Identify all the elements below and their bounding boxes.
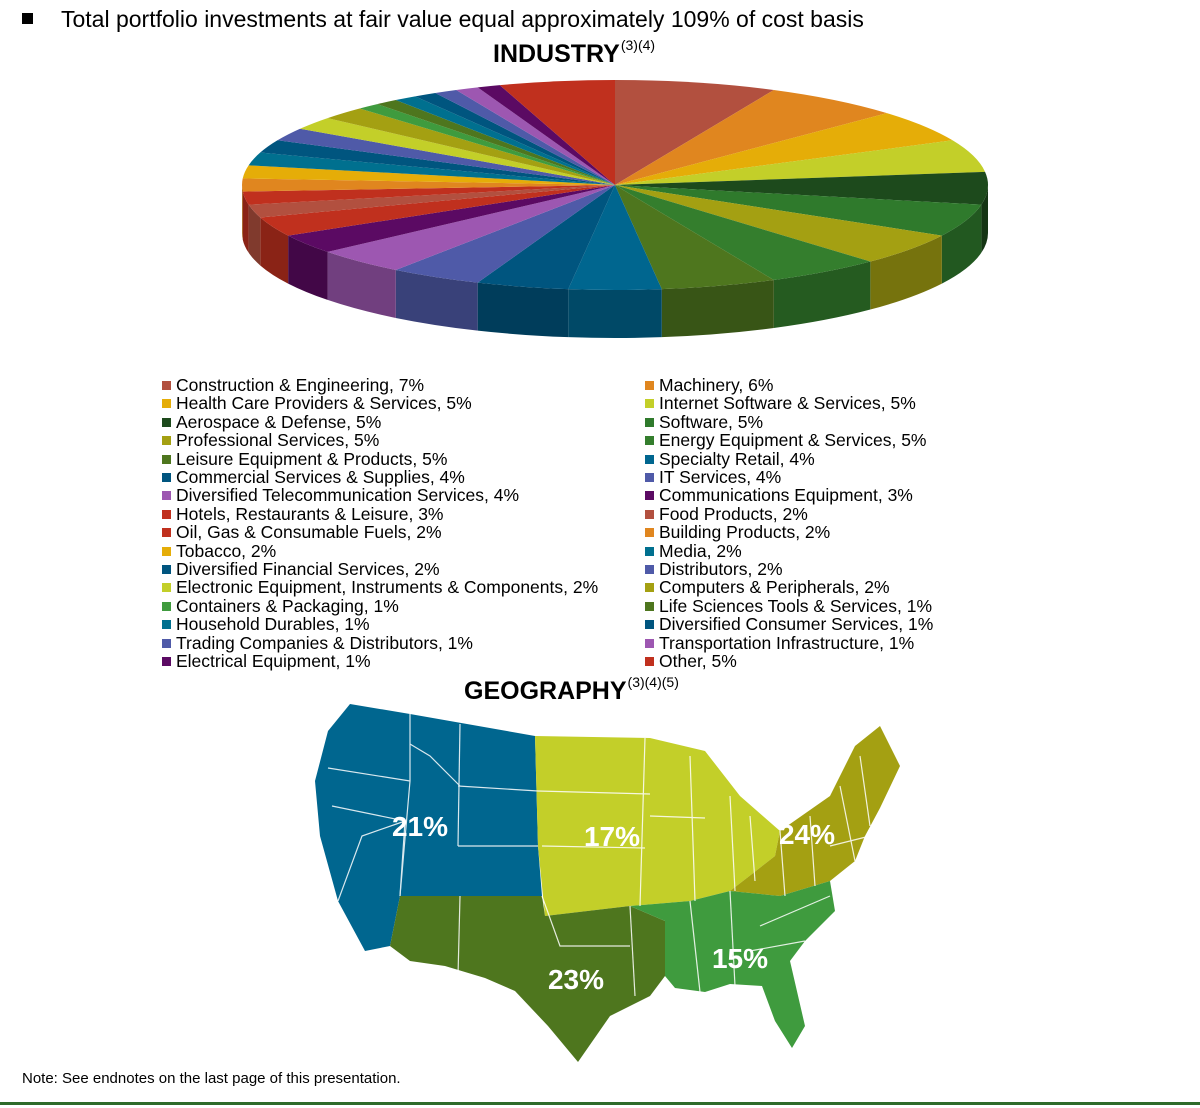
legend-swatch (645, 436, 654, 445)
legend-label: Tobacco, 2% (176, 540, 277, 561)
legend-swatch (645, 620, 654, 629)
legend-label: Internet Software & Services, 5% (659, 393, 916, 414)
legend-item-hotels (162, 505, 598, 523)
legend-swatch (162, 620, 171, 629)
legend-label: Household Durables, 1% (176, 614, 370, 635)
legend-swatch (162, 510, 171, 519)
legend-label: Media, 2% (659, 540, 742, 561)
map-label-southeast: 15% (711, 943, 769, 974)
pie-tops (242, 80, 988, 290)
pie-side-building-products (242, 185, 243, 240)
legend-swatch (645, 639, 654, 648)
industry-pie-chart (230, 60, 1010, 370)
legend-label: Construction & Engineering, 7% (176, 375, 425, 395)
geography-title-text: GEOGRAPHY (464, 677, 627, 705)
legend-swatch (645, 381, 654, 390)
legend-label: Transportation Infrastructure, 1% (659, 632, 915, 653)
legend-item-building-products (645, 523, 933, 541)
legend-label: Energy Equipment & Services, 5% (659, 430, 927, 451)
bottom-rule (0, 1102, 1200, 1105)
legend-item-household-durables (162, 615, 598, 633)
legend-swatch (162, 436, 171, 445)
legend-label: Building Products, 2% (659, 522, 831, 543)
legend-label: Diversified Financial Services, 2% (176, 559, 440, 580)
industry-title-text: INDUSTRY (493, 40, 620, 68)
legend-item-oil (162, 523, 598, 541)
legend-label: Oil, Gas & Consumable Fuels, 2% (176, 522, 442, 543)
legend-label: Machinery, 6% (659, 375, 774, 395)
legend-swatch (645, 565, 654, 574)
legend-label: Food Products, 2% (659, 503, 808, 524)
legend-right-column (645, 376, 933, 671)
legend-item-electronic-equipment (162, 578, 598, 596)
legend-item-life-sciences-tools-services (645, 597, 933, 615)
legend-swatch (162, 381, 171, 390)
map-label-southwest: 23% (547, 964, 605, 995)
map-label-midwest: 17% (583, 821, 641, 852)
legend-label: Aerospace & Defense, 5% (176, 411, 382, 432)
legend-label: Diversified Telecommunication Services, 4% (176, 485, 520, 506)
legend-label: IT Services, 4% (659, 467, 782, 488)
legend-swatch (645, 473, 654, 482)
legend-swatch (645, 510, 654, 519)
legend-swatch (645, 455, 654, 464)
legend-swatch (162, 491, 171, 500)
legend-item-media (645, 542, 933, 560)
us-geography-map (310, 696, 910, 1066)
legend-label: Commercial Services & Supplies, 4% (176, 467, 465, 488)
legend-item-tobacco (162, 542, 598, 560)
legend-swatch (162, 657, 171, 666)
legend-label: Hotels, Restaurants & Leisure, 3% (176, 503, 444, 524)
map-label-west: 21% (391, 811, 449, 842)
legend-item-containers-packaging (162, 597, 598, 615)
legend-item-health-care-providers-services (162, 394, 598, 412)
legend-label: Health Care Providers & Services, 5% (176, 393, 472, 414)
legend-item-food-products (645, 505, 933, 523)
legend-item-diversified-financial-services (162, 560, 598, 578)
legend-label: Computers & Peripherals, 2% (659, 577, 890, 598)
pie-side-commercial-services-supplies (478, 283, 569, 338)
legend-item-it-services (645, 468, 933, 486)
bullet-line (22, 6, 864, 33)
legend-item-aerospace-defense (162, 413, 598, 431)
legend-label: Electrical Equipment, 1% (176, 651, 371, 672)
legend-label: Professional Services, 5% (176, 430, 380, 451)
legend-label: Communications Equipment, 3% (659, 485, 913, 506)
pie-side-specialty-retail (568, 289, 661, 338)
legend-label: Trading Companies & Distributors, 1% (176, 632, 473, 653)
bullet-text: Total portfolio investments at fair value equal approximately 109% of cost basis (61, 6, 864, 32)
legend-label: Leisure Equipment & Products, 5% (176, 448, 448, 469)
legend-swatch (162, 565, 171, 574)
legend-swatch (645, 547, 654, 556)
legend-item-commercial-services-supplies (162, 468, 598, 486)
bullet-square-icon (22, 13, 33, 24)
region-southwest (390, 896, 665, 1062)
legend-swatch (645, 602, 654, 611)
legend-label: Distributors, 2% (659, 559, 783, 580)
legend-swatch (162, 583, 171, 592)
legend-swatch (162, 399, 171, 408)
legend-swatch (162, 639, 171, 648)
pie-side-leisure-equipment-products (662, 280, 774, 337)
legend-label: Other, 5% (659, 651, 737, 672)
legend-swatch (645, 418, 654, 427)
legend-label: Software, 5% (659, 411, 764, 432)
legend-swatch (645, 528, 654, 537)
legend-label: Electronic Equipment, Instruments & Components, 2% (176, 577, 599, 598)
map-label-northeast: 24% (778, 819, 836, 850)
legend-swatch (162, 528, 171, 537)
legend-item-leisure-equipment-products (162, 450, 598, 468)
legend-label: Specialty Retail, 4% (659, 448, 815, 469)
legend-item-specialty-retail (645, 450, 933, 468)
legend-item-diversified-consumer-services (645, 615, 933, 633)
endnote: Note: See endnotes on the last page of this presentation. (22, 1070, 401, 1087)
legend-swatch (162, 418, 171, 427)
legend-swatch (645, 491, 654, 500)
legend-item-machinery (645, 376, 933, 394)
legend-item-professional-services (162, 431, 598, 449)
legend-item-software (645, 413, 933, 431)
legend-item-communications-equipment (645, 486, 933, 504)
legend-item-computers-peripherals (645, 578, 933, 596)
legend-label: Containers & Packaging, 1% (176, 595, 399, 616)
legend-swatch (645, 657, 654, 666)
legend-swatch (645, 399, 654, 408)
legend-item-electrical-equipment (162, 652, 598, 670)
industry-footnote-refs: (3)(4) (620, 37, 656, 53)
legend-swatch (162, 473, 171, 482)
legend-item-transportation-infrastructure (645, 634, 933, 652)
geography-footnote-refs: (3)(4)(5) (627, 674, 679, 690)
legend-item-diversified-telecommunication-services (162, 486, 598, 504)
legend-item-energy-equipment-services (645, 431, 933, 449)
legend-item-other (645, 652, 933, 670)
legend-item-distributors (645, 560, 933, 578)
legend-left-column (162, 376, 598, 671)
legend-swatch (162, 547, 171, 556)
legend-item-trading-companies-distributors (162, 634, 598, 652)
legend-item-internet-software-services (645, 394, 933, 412)
legend-swatch (162, 455, 171, 464)
legend-swatch (162, 602, 171, 611)
legend-swatch (645, 583, 654, 592)
legend-label: Life Sciences Tools & Services, 1% (659, 595, 933, 616)
legend-item-construction-engineering (162, 376, 598, 394)
legend-label: Diversified Consumer Services, 1% (659, 614, 934, 635)
